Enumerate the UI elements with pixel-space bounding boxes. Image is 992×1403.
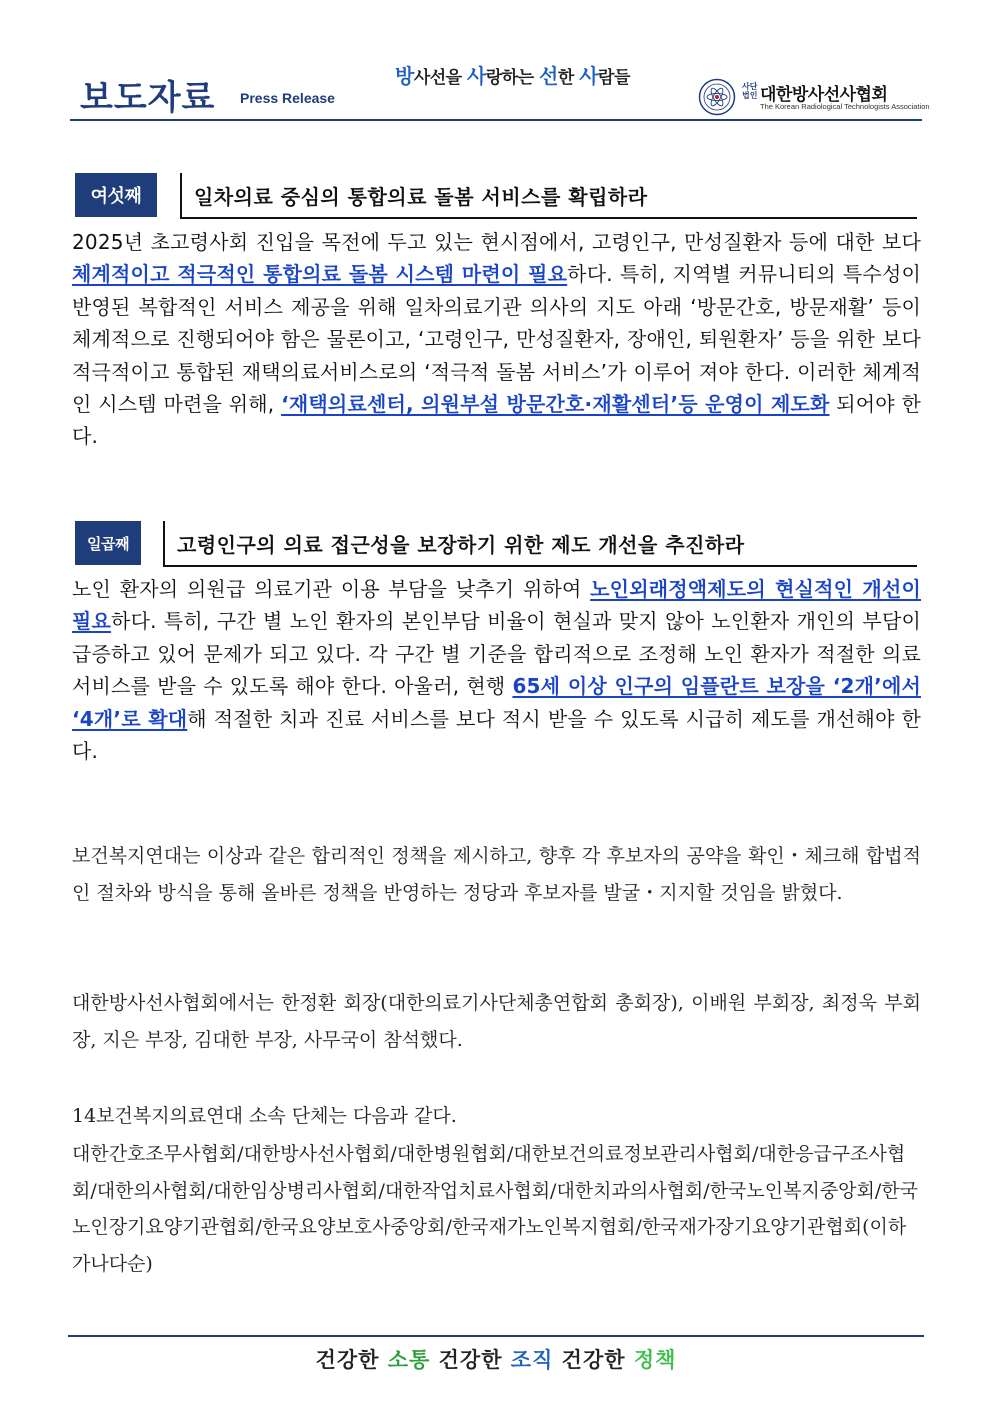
section-body-6: 2025년 초고령사회 진입을 목전에 두고 있는 현시점에서, 고령인구, 만성질환자 등에 대한 보다 체계적이고 적극적인 통합의료 돌봄 시스템 마련이 필요하다. 특히, 지역별 커뮤니티의 특수성이 반영된 복합적인 서비스 제공을 위해 일차의료기관 의사의 지도 아래 ‘방문간호, 방문재활’ 등이 체계적으로 진행되어야 함은 물론이고, ‘고령인구, 만성질환자, 장애인, 퇴원환자’ 등을 위한 보다 적극적이고 통합된 재택의료서비스로의 ‘적극적 돌봄 서비스’가 이루어 져야 한다. 이러한 체계적인 시스템 마련을 위해, ‘재택의료센터, 의원부설 방문간호·재활센터’등 운영이 제도화 되어야 한다. xyxy=(72,230,921,449)
section-title-box xyxy=(163,521,917,567)
footer-slogan: 건강한 소통 건강한 조직 건강한 정책 xyxy=(315,1348,677,1372)
association-seal-icon xyxy=(698,78,736,116)
footer-divider xyxy=(68,1335,924,1337)
section-badge: 여섯째 xyxy=(75,173,157,217)
section-heading-7 xyxy=(75,521,915,567)
association-logo xyxy=(698,78,930,118)
section-title: 고령인구의 의료 접근성을 보장하기 위한 제도 개선을 추진하라 xyxy=(177,532,745,557)
highlight-text: ‘재택의료센터, 의원부설 방문간호·재활센터’등 운영이 제도화 xyxy=(281,392,830,417)
section-title: 일차의료 중심의 통합의료 돌봄 서비스를 확립하라 xyxy=(194,184,648,209)
member-list-intro: 14보건복지의료연대 소속 단체는 다음과 같다. xyxy=(72,1105,457,1127)
highlight-text: 노인외래정액제도의 현실적인 개선이 필요 xyxy=(72,577,921,634)
member-list: 대한간호조무사협회/대한방사선사협회/대한병원협회/대한보건의료정보관리사협회/대한응급구조사협회/대한의사협회/대한임상병리사협회/대한작업치료사협회/대한치과의사협회/한국노인복지중앙회/한국노인장기요양기관협회/한국요양보호사중앙회/한국재가노인복지협회/한국재가장기요양기관협회(이하 가나다순) xyxy=(72,1143,918,1275)
section-title-box xyxy=(180,173,917,219)
org-badge: 사단법인 xyxy=(742,82,758,100)
slogan: 방사선을 사랑하는 선한 사람들 xyxy=(395,64,630,88)
doc-type-subtitle: Press Release xyxy=(240,90,335,106)
org-name: 대한방사선사협회 xyxy=(760,85,888,105)
section-body-7: 노인 환자의 의원급 의료기관 이용 부담을 낮추기 위하여 노인외래정액제도의 현실적인 개선이 필요하다. 특히, 구간 별 노인 환자의 본인부담 비율이 현실과 맞지 않아 노인환자 개인의 부담이 급증하고 있어 문제가 되고 있다. 각 구간 별 기준을 합리적으로 조정해 노인 환자가 적절한 의료서비스를 받을 수 있도록 해야 한다. 아울러, 현행 65세 이상 인구의 임플란트 보장을 ‘2개’에서 ‘4개’로 확대해 적절한 치과 진료 서비스를 보다 적시 받을 수 있도록 시급히 제도를 개선해야 한다. xyxy=(72,577,921,764)
section-badge: 일곱째 xyxy=(75,521,141,565)
section-heading-6 xyxy=(75,173,915,219)
highlight-text: 체계적이고 적극적인 통합의료 돌봄 시스템 마련이 필요 xyxy=(72,262,568,287)
page-header xyxy=(70,52,930,120)
header-divider xyxy=(70,119,922,121)
closing-paragraph-2: 대한방사선사협회에서는 한정환 회장(대한의료기사단체총연합회 총회장), 이배원 부회장, 최정욱 부회장, 지은 부장, 김대한 부장, 사무국이 참석했다. xyxy=(72,992,921,1051)
closing-paragraph-1: 보건복지연대는 이상과 같은 합리적인 정책을 제시하고, 향후 각 후보자의 공약을 확인・체크해 합법적인 절차와 방식을 통해 올바른 정책을 반영하는 정당과 후보자를 발굴・지지할 것임을 밝혔다. xyxy=(72,845,921,904)
doc-type-title: 보도자료 xyxy=(80,78,216,118)
org-name-en: The Korean Radiological Technologists Association xyxy=(760,102,930,111)
highlight-text: 65세 이상 인구의 임플란트 보장을 ‘2개’에서 ‘4개’로 확대 xyxy=(72,674,921,731)
